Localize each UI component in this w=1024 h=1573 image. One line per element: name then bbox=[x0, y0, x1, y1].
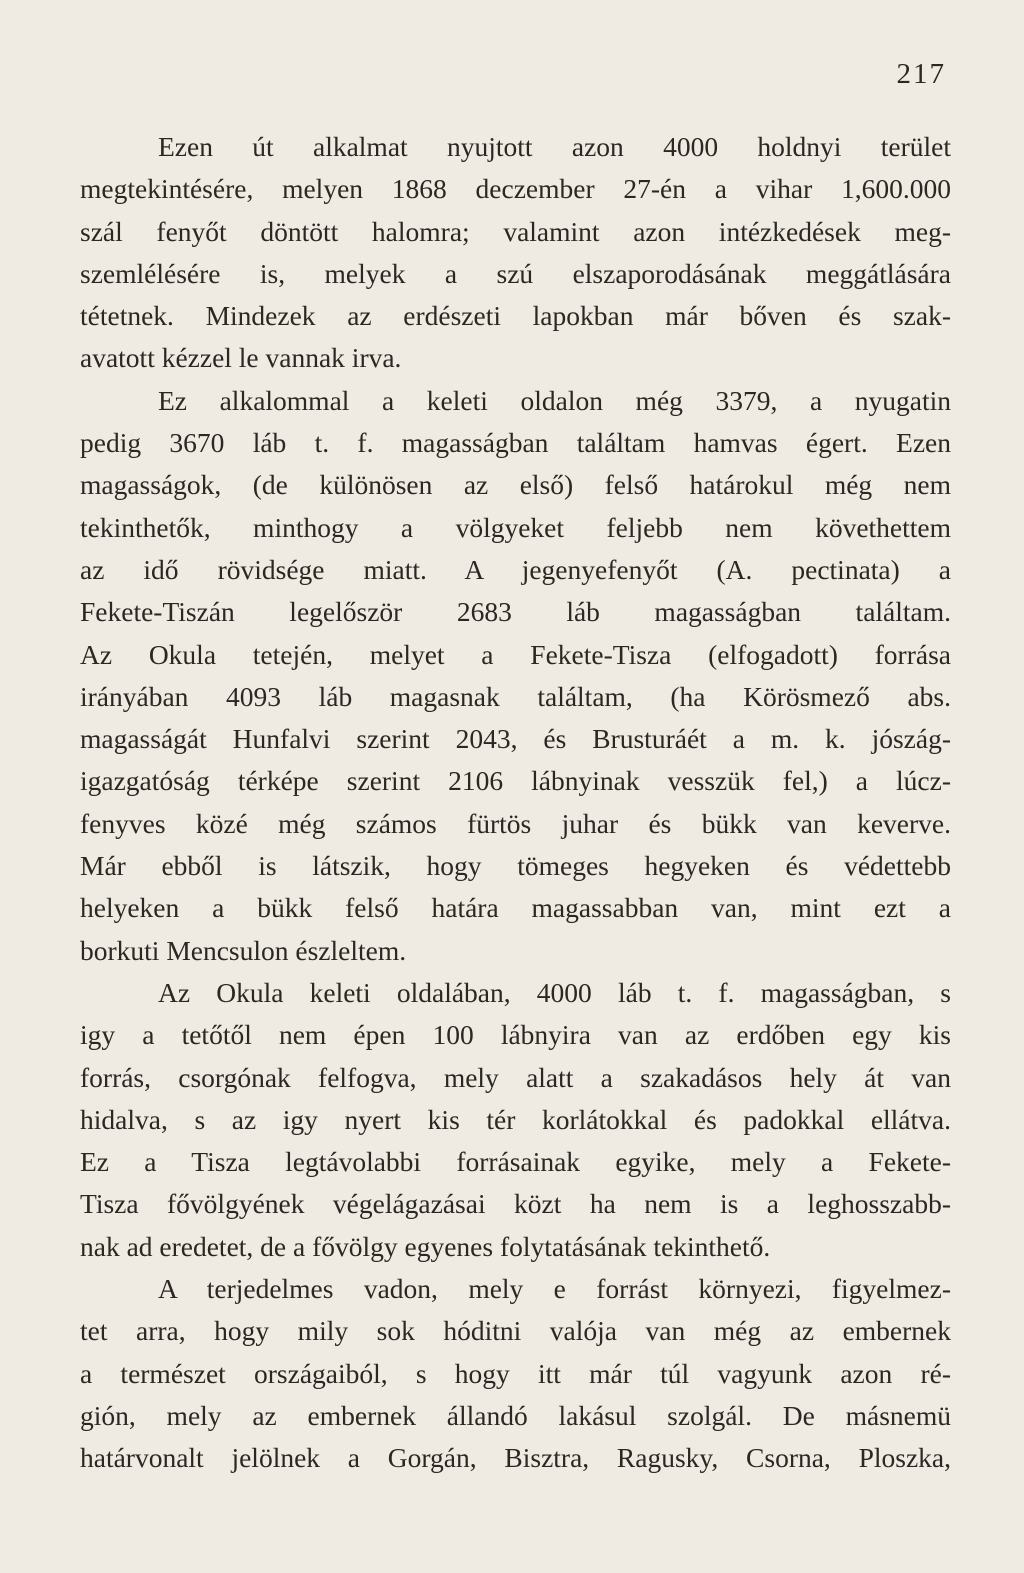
text-line: hidalva, s az igy nyert kis tér korlátokkal és padokkal ellátva. bbox=[80, 1103, 951, 1135]
text-line: helyeken a bükk felső határa magassabban van, mint ezt a bbox=[80, 892, 951, 924]
text-line: magasságát Hunfalvi szerint 2043, és Brusturáét a m. k. jószág- bbox=[80, 723, 951, 755]
text-line: Ezen út alkalmat nyujtott azon 4000 holdnyi terület bbox=[158, 131, 951, 162]
text-line: magasságok, (de különösen az első) felső határokul még nem bbox=[80, 469, 951, 501]
text-line: igazgatóság térképe szerint 2106 lábnyinak vesszük fel,) a lúcz- bbox=[80, 765, 951, 797]
text-line: tétetnek. Mindezek az erdészeti lapokban már bőven és szak- bbox=[80, 300, 951, 332]
text-line: Az Okula keleti oldalában, 4000 láb t. f. magasságban, s bbox=[158, 976, 951, 1008]
text-line: határvonalt jelölnek a Gorgán, Bisztra, Ragusky, Csorna, Ploszka, bbox=[80, 1442, 951, 1474]
text-line: Ez alkalommal a keleti oldalon még 3379, a nyugatin bbox=[158, 384, 951, 416]
body-text bbox=[80, 126, 951, 1480]
text-line: avatott kézzel le vannak irva. bbox=[80, 342, 402, 374]
text-line: megtekintésére, melyen 1868 deczember 27-én a vihar 1,600.000 bbox=[80, 173, 951, 205]
text-line: szemlélésére is, melyek a szú elszaporodásának meggátlására bbox=[80, 257, 951, 289]
text-line: Tisza fővölgyének végelágazásai közt ha nem is a leghosszabb- bbox=[80, 1188, 951, 1220]
text-line: pedig 3670 láb t. f. magasságban találtam hamvas égert. Ezen bbox=[80, 427, 951, 459]
text-line: Fekete-Tiszán legelőször 2683 láb magasságban találtam. bbox=[80, 596, 951, 628]
text-line: Az Okula tetején, melyet a Fekete-Tisza (elfogadott) forrása bbox=[80, 638, 951, 670]
text-line: az idő rövidsége miatt. A jegenyefenyőt (A. pectinata) a bbox=[80, 553, 951, 585]
text-line: forrás, csorgónak felfogva, mely alatt a szakadásos hely át van bbox=[80, 1061, 951, 1093]
text-line: A terjedelmes vadon, mely e forrást környezi, figyelmez- bbox=[158, 1273, 951, 1305]
text-line: gión, mely az embernek állandó lakásul szolgál. De másnemü bbox=[80, 1399, 951, 1431]
text-line: a természet országaiból, s hogy itt már túl vagyunk azon ré- bbox=[80, 1357, 951, 1389]
text-line: nak ad eredetet, de a fővölgy egyenes folytatásának tekinthető. bbox=[80, 1230, 771, 1262]
page-number: 217 bbox=[896, 58, 946, 90]
text-line: irányában 4093 láb magasnak találtam, (ha Körösmező abs. bbox=[80, 680, 951, 712]
text-line: tet arra, hogy mily sok hóditni valója van még az embernek bbox=[80, 1315, 951, 1347]
text-line: Ez a Tisza legtávolabbi forrásainak egyike, mely a Fekete- bbox=[80, 1146, 951, 1178]
text-line: tekinthetők, minthogy a völgyeket feljebb nem követhettem bbox=[80, 511, 951, 543]
text-line: borkuti Mencsulon észleltem. bbox=[80, 934, 407, 966]
text-line: igy a tetőtől nem épen 100 lábnyira van az erdőben egy kis bbox=[80, 1019, 951, 1051]
text-line: Már ebből is látszik, hogy tömeges hegyeken és védettebb bbox=[80, 850, 951, 882]
text-line: fenyves közé még számos fürtös juhar és bükk van keverve. bbox=[80, 807, 951, 839]
text-line: szál fenyőt döntött halomra; valamint azon intézkedések meg- bbox=[80, 215, 951, 247]
